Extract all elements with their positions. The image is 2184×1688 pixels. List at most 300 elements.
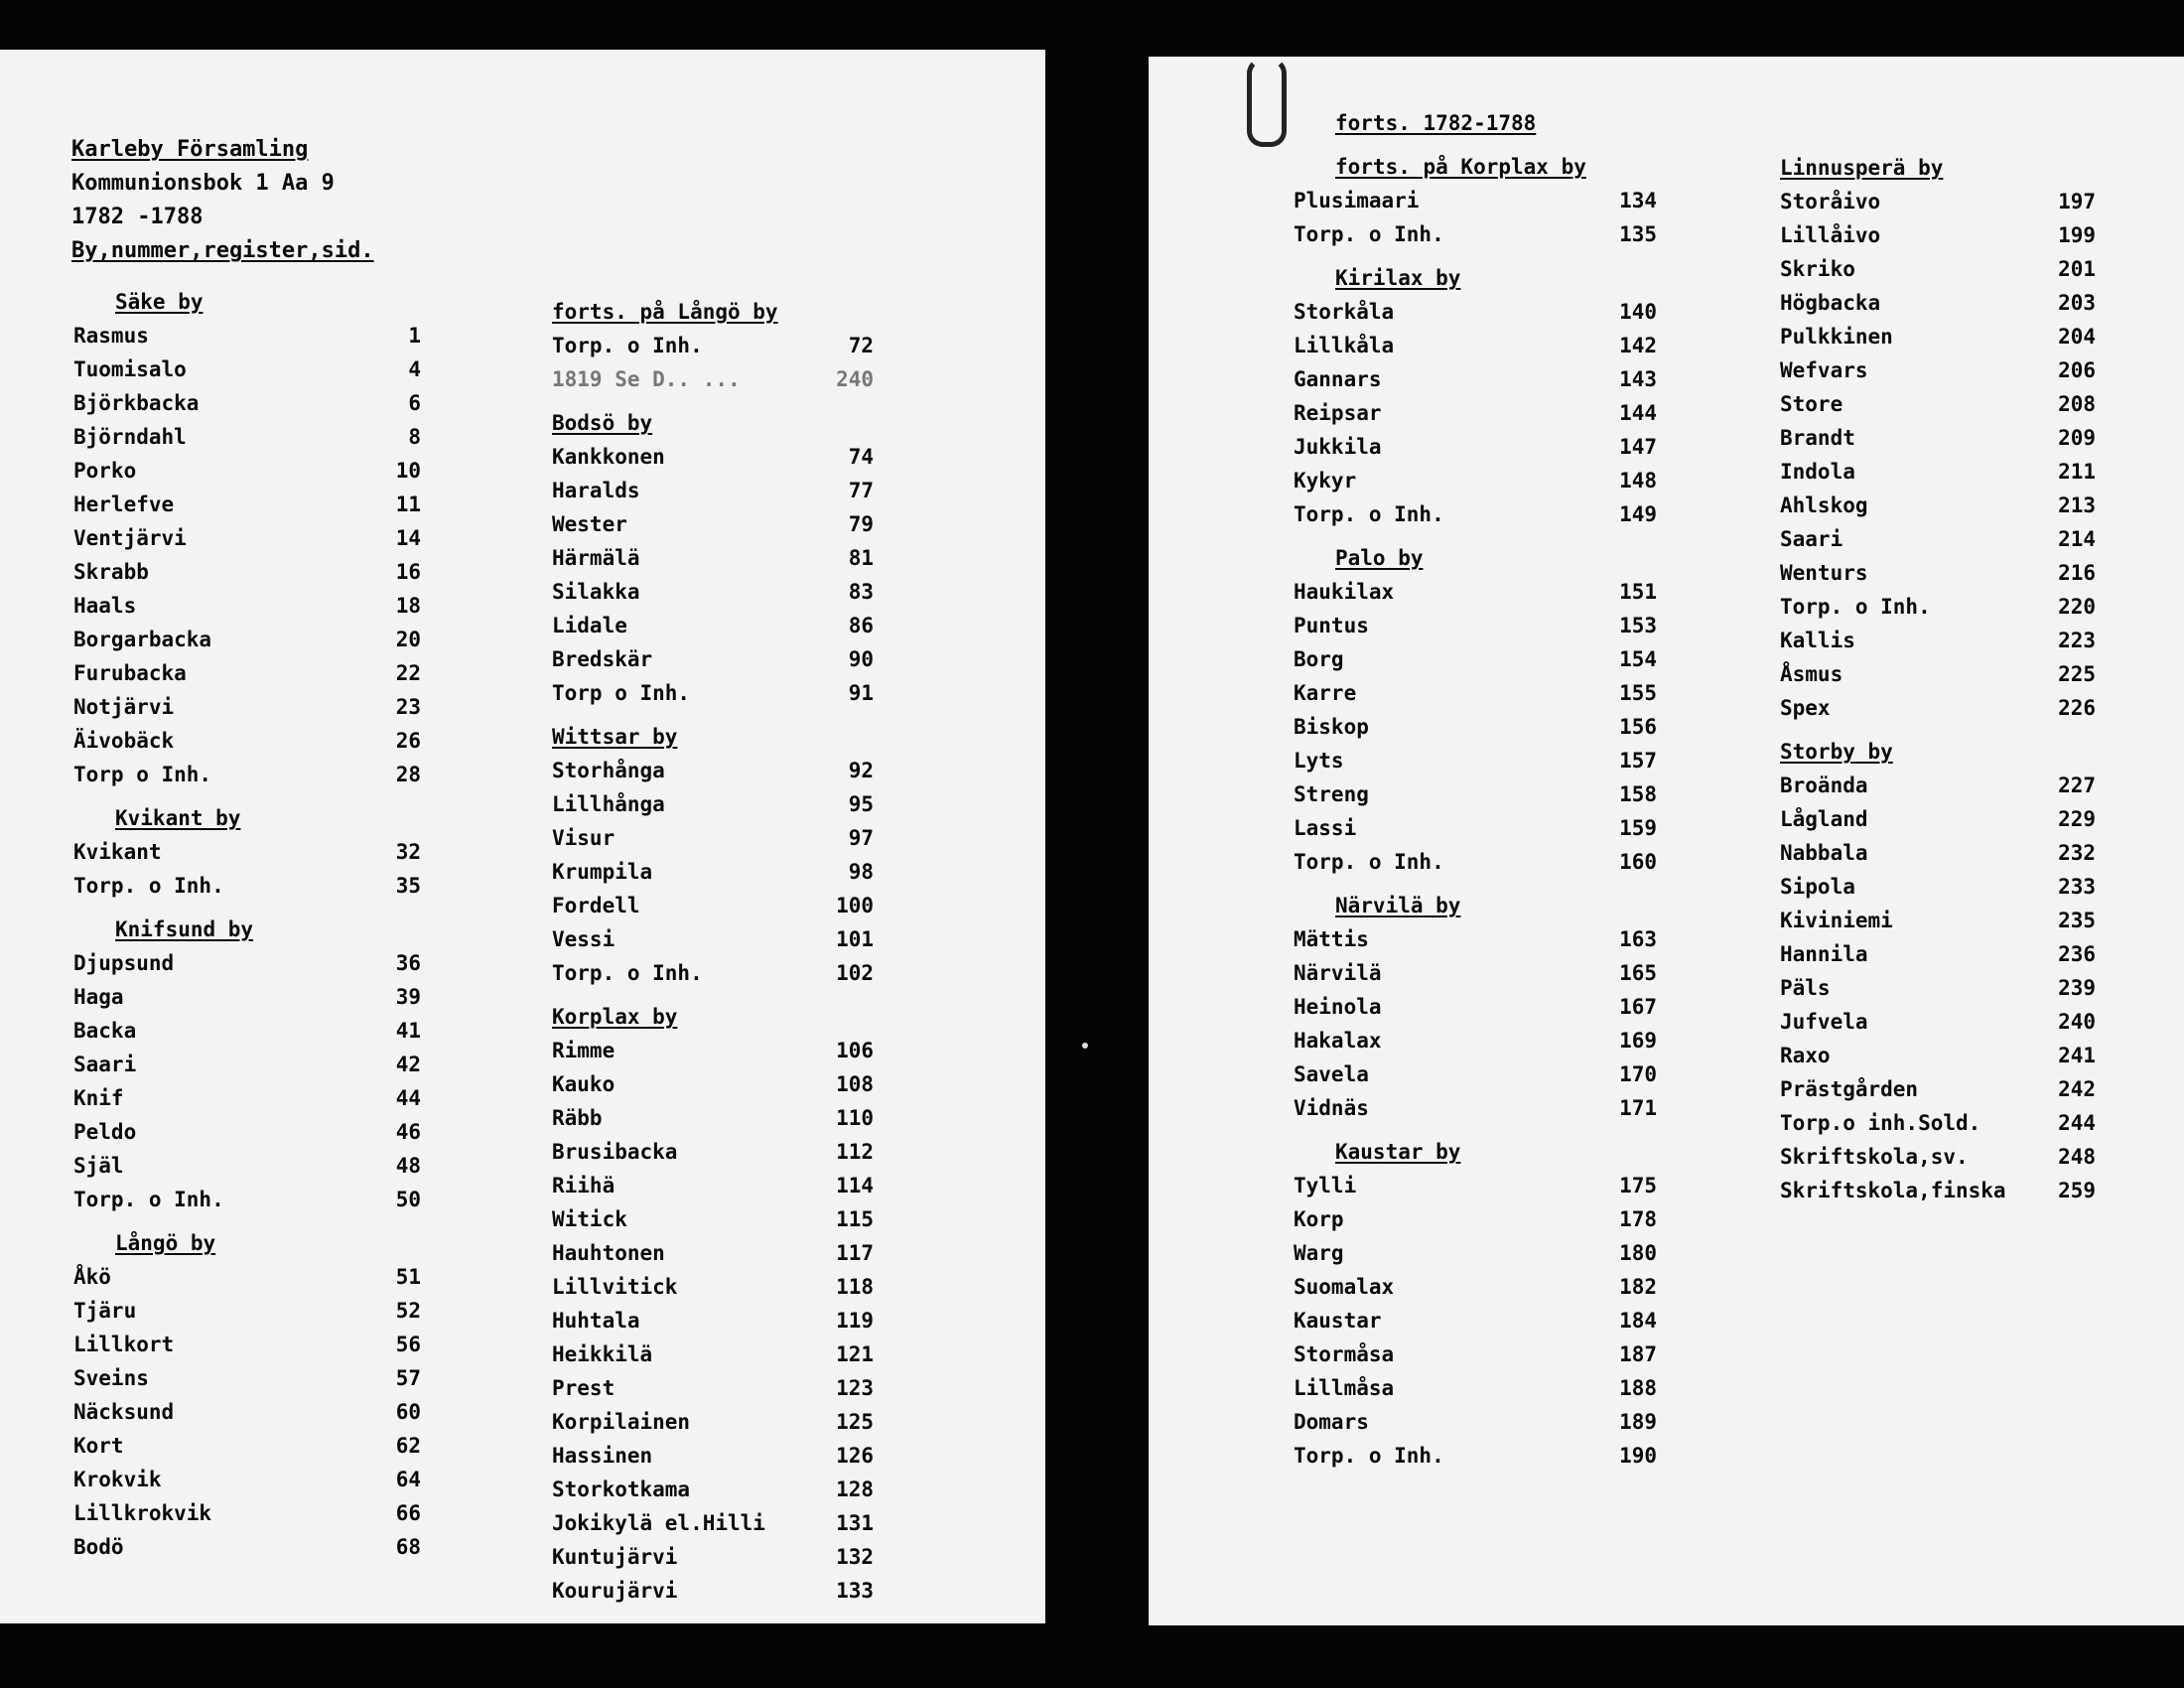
farm-name: Warg xyxy=(1294,1241,1344,1265)
farm-name: Hauhtonen xyxy=(552,1241,665,1265)
page-number: 147 xyxy=(1619,435,1657,459)
farm-name: Suomalax xyxy=(1294,1275,1395,1299)
farm-name: Spex xyxy=(1780,696,1831,720)
register-entry xyxy=(1780,696,2096,730)
farm-name: Torp. o Inh. xyxy=(1294,502,1444,526)
farm-name: Högbacka xyxy=(1780,291,1881,315)
farm-name: Bodö xyxy=(73,1535,124,1559)
farm-name: Korpilainen xyxy=(552,1410,691,1434)
register-entry xyxy=(1780,662,2096,696)
farm-name: Jokikylä el.Hilli xyxy=(552,1511,765,1535)
farm-name: Jukkila xyxy=(1294,435,1382,459)
page-number: 144 xyxy=(1619,401,1657,425)
farm-name: Backa xyxy=(73,1019,137,1043)
farm-name: Själ xyxy=(73,1154,124,1178)
page-number: 126 xyxy=(836,1444,874,1468)
farm-name: Vessi xyxy=(552,927,615,951)
register-entry xyxy=(1294,1410,1657,1444)
page-number: 188 xyxy=(1619,1376,1657,1400)
village-heading xyxy=(1294,155,1657,189)
register-entry xyxy=(1780,1077,2096,1111)
page-number: 240 xyxy=(2058,1010,2096,1034)
register-entry xyxy=(552,479,874,512)
farm-name: Skriko xyxy=(1780,257,1855,281)
register-subtitle: By,nummer,register,sid. xyxy=(71,238,374,263)
farm-name: Raxo xyxy=(1780,1044,1831,1067)
register-entry xyxy=(1294,782,1657,816)
page-number: 108 xyxy=(836,1072,874,1096)
farm-name: Torp. o Inh. xyxy=(1294,850,1444,874)
page-number: 11 xyxy=(395,492,421,516)
village-heading xyxy=(1294,894,1657,927)
register-entry xyxy=(552,1241,874,1275)
farm-name: Domars xyxy=(1294,1410,1369,1434)
page-number: 18 xyxy=(395,594,421,618)
farm-name: Kuntujärvi xyxy=(552,1545,678,1569)
farm-name: Peldo xyxy=(73,1120,137,1144)
farm-name: Borgarbacka xyxy=(73,628,212,651)
page-number: 50 xyxy=(395,1188,421,1211)
page-number: 190 xyxy=(1619,1444,1657,1468)
register-entry xyxy=(73,1154,421,1188)
page-number: 92 xyxy=(848,759,874,782)
farm-name: Skriftskola,finska xyxy=(1780,1179,2006,1202)
page-number: 117 xyxy=(836,1241,874,1265)
index-column-3 xyxy=(1294,111,1657,1477)
page-number: 187 xyxy=(1619,1342,1657,1366)
page-number: 100 xyxy=(836,894,874,917)
register-entry xyxy=(1780,325,2096,358)
register-entry xyxy=(1294,1207,1657,1241)
farm-name: Sipola xyxy=(1780,875,1855,899)
register-entry xyxy=(1780,426,2096,460)
register-entry xyxy=(1780,190,2096,223)
page-number: 244 xyxy=(2058,1111,2096,1135)
register-entry xyxy=(1294,1096,1657,1130)
register-entry xyxy=(552,1309,874,1342)
farm-name: Hassinen xyxy=(552,1444,653,1468)
farm-name: Haukilax xyxy=(1294,580,1395,604)
register-entry xyxy=(552,1140,874,1174)
farm-name: Lillhånga xyxy=(552,792,665,816)
page-number: 167 xyxy=(1619,995,1657,1019)
page-number: 225 xyxy=(2058,662,2096,686)
farm-name: Kankkonen xyxy=(552,445,665,469)
farm-name: Tylli xyxy=(1294,1174,1357,1197)
register-entry xyxy=(1294,816,1657,850)
farm-name: Haralds xyxy=(552,479,640,502)
farm-name: Torp. o Inh. xyxy=(1780,595,1931,619)
farm-name: Kauko xyxy=(552,1072,615,1096)
register-entry xyxy=(552,894,874,927)
farm-name: Lyts xyxy=(1294,749,1344,773)
page-number: 66 xyxy=(395,1501,421,1525)
page-number: 149 xyxy=(1619,502,1657,526)
page-number: 35 xyxy=(395,874,421,898)
register-entry xyxy=(73,1019,421,1053)
index-column-1 xyxy=(73,290,421,1569)
page-number: 68 xyxy=(395,1535,421,1559)
years: 1782 -1788 xyxy=(71,205,204,229)
farm-name: Torp. o Inh. xyxy=(1294,1444,1444,1468)
register-entry xyxy=(73,1400,421,1434)
farm-name: Riihä xyxy=(552,1174,615,1197)
register-entry xyxy=(1780,1145,2096,1179)
page-number: 223 xyxy=(2058,629,2096,652)
register-entry xyxy=(552,1376,874,1410)
farm-name: Lillåivo xyxy=(1780,223,1881,247)
page-number: 8 xyxy=(408,425,421,449)
register-entry xyxy=(73,1120,421,1154)
farm-name: Räbb xyxy=(552,1106,603,1130)
page-number: 204 xyxy=(2058,325,2096,349)
page-number: 46 xyxy=(395,1120,421,1144)
farm-name: Kallis xyxy=(1780,629,1855,652)
farm-name: Lillmåsa xyxy=(1294,1376,1395,1400)
page-number: 242 xyxy=(2058,1077,2096,1101)
register-entry xyxy=(1780,1010,2096,1044)
farm-name: Korp xyxy=(1294,1207,1344,1231)
page-number: 44 xyxy=(395,1086,421,1110)
farm-name: Tuomisalo xyxy=(73,357,187,381)
register-entry xyxy=(1780,909,2096,942)
register-entry xyxy=(1294,469,1657,502)
register-entry xyxy=(552,512,874,546)
register-entry xyxy=(73,1333,421,1366)
page-number: 239 xyxy=(2058,976,2096,1000)
register-entry xyxy=(73,729,421,763)
register-entry xyxy=(1780,223,2096,257)
village-name: Knifsund by xyxy=(115,917,254,941)
page-number: 23 xyxy=(395,695,421,719)
farm-name: Torp.o inh.Sold. xyxy=(1780,1111,1981,1135)
left-page xyxy=(0,50,1045,1623)
index-column-2 xyxy=(552,300,874,1613)
register-entry xyxy=(552,1511,874,1545)
farm-name: Wenturs xyxy=(1780,561,1868,585)
page-number: 125 xyxy=(836,1410,874,1434)
farm-name: Härmälä xyxy=(552,546,640,570)
farm-name: Gannars xyxy=(1294,367,1382,391)
register-entry xyxy=(1294,850,1657,884)
farm-name: Witick xyxy=(552,1207,627,1231)
register-entry xyxy=(73,840,421,874)
register-entry xyxy=(1780,291,2096,325)
page-number: 240 xyxy=(836,367,874,391)
register-entry xyxy=(73,1501,421,1535)
farm-name: Kykyr xyxy=(1294,469,1357,492)
register-entry xyxy=(552,334,874,367)
village-name: Palo by xyxy=(1335,546,1424,570)
farm-name: Rasmus xyxy=(73,324,149,348)
farm-name: Puntus xyxy=(1294,614,1369,637)
farm-name: Torp. o Inh. xyxy=(1294,222,1444,246)
farm-name: Torp. o Inh. xyxy=(552,334,703,357)
register-entry xyxy=(1780,942,2096,976)
village-name: Kvikant by xyxy=(115,806,241,830)
page-number: 159 xyxy=(1619,816,1657,840)
page-number: 14 xyxy=(395,526,421,550)
register-entry xyxy=(1294,1275,1657,1309)
page-number: 211 xyxy=(2058,460,2096,484)
farm-name: Ventjärvi xyxy=(73,526,187,550)
index-column-4 xyxy=(1780,156,2096,1212)
register-entry xyxy=(1294,1444,1657,1477)
register-entry xyxy=(552,546,874,580)
farm-name: Porko xyxy=(73,459,137,483)
village-heading xyxy=(552,411,874,445)
register-entry xyxy=(73,1188,421,1221)
register-entry xyxy=(1294,1241,1657,1275)
farm-name: Streng xyxy=(1294,782,1369,806)
farm-name: Nabbala xyxy=(1780,841,1868,865)
page-number: 140 xyxy=(1619,300,1657,324)
farm-name: Åsmus xyxy=(1780,662,1843,686)
farm-name: Lillkort xyxy=(73,1333,175,1356)
register-entry xyxy=(73,661,421,695)
farm-name: Store xyxy=(1780,392,1843,416)
farm-name: Skriftskola,sv. xyxy=(1780,1145,1969,1169)
farm-name: Torp. o Inh. xyxy=(552,961,703,985)
village-name: Kirilax by xyxy=(1335,266,1461,290)
register-entry xyxy=(1780,774,2096,807)
register-entry xyxy=(73,1535,421,1569)
register-entry xyxy=(1294,502,1657,536)
page-number: 57 xyxy=(395,1366,421,1390)
page-number: 171 xyxy=(1619,1096,1657,1120)
village-heading xyxy=(73,806,421,840)
page-number: 216 xyxy=(2058,561,2096,585)
register-entry xyxy=(1294,1376,1657,1410)
register-entry xyxy=(1780,527,2096,561)
register-entry xyxy=(1780,976,2096,1010)
register-entry xyxy=(73,1265,421,1299)
page-number: 197 xyxy=(2058,190,2096,213)
farm-name: Björkbacka xyxy=(73,391,200,415)
farm-name: Lillkrokvik xyxy=(73,1501,212,1525)
page-number: 160 xyxy=(1619,850,1657,874)
register-entry xyxy=(552,1207,874,1241)
page-number: 26 xyxy=(395,729,421,753)
page-number: 6 xyxy=(408,391,421,415)
page-number: 86 xyxy=(848,614,874,637)
farm-name: Herlefve xyxy=(73,492,175,516)
farm-name: Wefvars xyxy=(1780,358,1868,382)
farm-name: Borg xyxy=(1294,647,1344,671)
register-entry xyxy=(1294,1062,1657,1096)
village-name: Närvilä by xyxy=(1335,894,1461,917)
page-number: 134 xyxy=(1619,189,1657,212)
farm-name: Storkotkama xyxy=(552,1477,691,1501)
farm-name: Pulkkinen xyxy=(1780,325,1893,349)
page-number: 178 xyxy=(1619,1207,1657,1231)
register-entry xyxy=(73,874,421,908)
page-number: 16 xyxy=(395,560,421,584)
page-number: 208 xyxy=(2058,392,2096,416)
register-entry xyxy=(1294,1174,1657,1207)
village-heading xyxy=(1294,266,1657,300)
page-number: 203 xyxy=(2058,291,2096,315)
page-number: 48 xyxy=(395,1154,421,1178)
village-name: Storby by xyxy=(1780,740,1893,764)
village-heading xyxy=(1294,111,1657,145)
register-entry xyxy=(552,826,874,860)
register-entry xyxy=(73,1299,421,1333)
farm-name: Skrabb xyxy=(73,560,149,584)
page-number: 91 xyxy=(848,681,874,705)
register-entry xyxy=(1780,1179,2096,1212)
register-entry xyxy=(1294,401,1657,435)
register-entry xyxy=(73,1366,421,1400)
village-name: forts. 1782-1788 xyxy=(1335,111,1537,135)
page-number: 52 xyxy=(395,1299,421,1323)
farm-name: Wester xyxy=(552,512,627,536)
farm-name: Djupsund xyxy=(73,951,175,975)
register-entry xyxy=(1780,875,2096,909)
farm-name: Lidale xyxy=(552,614,627,637)
farm-name: Lillvitick xyxy=(552,1275,678,1299)
farm-name: Mättis xyxy=(1294,927,1369,951)
farm-name: Kiviniemi xyxy=(1780,909,1893,932)
page-number: 226 xyxy=(2058,696,2096,720)
register-entry xyxy=(73,459,421,492)
farm-name: Tjäru xyxy=(73,1299,137,1323)
page-number: 220 xyxy=(2058,595,2096,619)
village-heading xyxy=(1294,1140,1657,1174)
farm-name: Kaustar xyxy=(1294,1309,1382,1333)
farm-name: Torp o Inh. xyxy=(552,681,691,705)
register-entry xyxy=(1294,614,1657,647)
parish-title: Karleby Församling xyxy=(71,137,309,162)
village-heading xyxy=(1780,156,2096,190)
register-entry xyxy=(1294,961,1657,995)
farm-name: Vidnäs xyxy=(1294,1096,1369,1120)
register-entry xyxy=(552,681,874,715)
village-heading xyxy=(73,290,421,324)
farm-name: Hannila xyxy=(1780,942,1868,966)
register-entry xyxy=(73,391,421,425)
page-number: 97 xyxy=(848,826,874,850)
register-entry xyxy=(1780,629,2096,662)
page-number: 101 xyxy=(836,927,874,951)
register-entry xyxy=(552,1342,874,1376)
register-entry xyxy=(73,985,421,1019)
farm-name: Åkö xyxy=(73,1265,111,1289)
register-entry xyxy=(552,860,874,894)
farm-name: Kvikant xyxy=(73,840,162,864)
page-number: 248 xyxy=(2058,1145,2096,1169)
page-number: 184 xyxy=(1619,1309,1657,1333)
register-entry xyxy=(1780,493,2096,527)
page-number: 10 xyxy=(395,459,421,483)
page-number: 142 xyxy=(1619,334,1657,357)
register-entry xyxy=(552,961,874,995)
farm-name: Torp o Inh. xyxy=(73,763,212,786)
farm-name: Plusimaari xyxy=(1294,189,1420,212)
village-heading xyxy=(73,1231,421,1265)
register-entry xyxy=(552,759,874,792)
farm-name: Storhånga xyxy=(552,759,665,782)
page-number: 158 xyxy=(1619,782,1657,806)
farm-name: Kort xyxy=(73,1434,124,1458)
farm-name: Prest xyxy=(552,1376,615,1400)
page-number: 232 xyxy=(2058,841,2096,865)
register-entry xyxy=(552,792,874,826)
farm-name: Sveins xyxy=(73,1366,149,1390)
farm-name: Saari xyxy=(73,1053,137,1076)
village-name: forts. på Korplax by xyxy=(1335,155,1586,179)
page-number: 229 xyxy=(2058,807,2096,831)
film-speck xyxy=(1082,1043,1088,1049)
page-number: 180 xyxy=(1619,1241,1657,1265)
page-number: 95 xyxy=(848,792,874,816)
farm-name: Kourujärvi xyxy=(552,1579,678,1603)
farm-name: Broända xyxy=(1780,774,1868,797)
village-name: forts. på Långö by xyxy=(552,300,778,324)
page-number: 128 xyxy=(836,1477,874,1501)
register-entry xyxy=(552,1545,874,1579)
page-number: 135 xyxy=(1619,222,1657,246)
page-number: 41 xyxy=(395,1019,421,1043)
register-entry xyxy=(1294,300,1657,334)
page-number: 114 xyxy=(836,1174,874,1197)
page-number: 102 xyxy=(836,961,874,985)
register-entry xyxy=(552,1410,874,1444)
register-entry xyxy=(73,594,421,628)
page-number: 106 xyxy=(836,1039,874,1062)
register-entry xyxy=(1294,222,1657,256)
village-heading xyxy=(73,917,421,951)
village-name: Kaustar by xyxy=(1335,1140,1461,1164)
page-number: 81 xyxy=(848,546,874,570)
farm-name: Ahlskog xyxy=(1780,493,1868,517)
page-number: 165 xyxy=(1619,961,1657,985)
page-number: 121 xyxy=(836,1342,874,1366)
page-number: 259 xyxy=(2058,1179,2096,1202)
page-number: 20 xyxy=(395,628,421,651)
register-entry xyxy=(552,614,874,647)
page-number: 74 xyxy=(848,445,874,469)
village-name: Wittsar by xyxy=(552,725,678,749)
farm-name: Huhtala xyxy=(552,1309,640,1333)
page-number: 189 xyxy=(1619,1410,1657,1434)
page-number: 90 xyxy=(848,647,874,671)
farm-name: Knif xyxy=(73,1086,124,1110)
register-entry xyxy=(73,1434,421,1468)
register-entry xyxy=(73,695,421,729)
farm-name: Heinola xyxy=(1294,995,1382,1019)
page-number: 206 xyxy=(2058,358,2096,382)
farm-name: Stormåsa xyxy=(1294,1342,1395,1366)
register-entry xyxy=(552,1072,874,1106)
farm-name: Torp. o Inh. xyxy=(73,874,224,898)
page-number: 156 xyxy=(1619,715,1657,739)
farm-name: Indola xyxy=(1780,460,1855,484)
register-entry xyxy=(1294,435,1657,469)
farm-name: Fordell xyxy=(552,894,640,917)
register-entry xyxy=(1294,647,1657,681)
page-number: 227 xyxy=(2058,774,2096,797)
farm-name: Visur xyxy=(552,826,615,850)
page-number: 169 xyxy=(1619,1029,1657,1053)
page-number: 182 xyxy=(1619,1275,1657,1299)
register-entry xyxy=(73,324,421,357)
village-heading xyxy=(552,725,874,759)
page-number: 64 xyxy=(395,1468,421,1491)
page-number: 60 xyxy=(395,1400,421,1424)
register-entry xyxy=(552,1039,874,1072)
village-heading xyxy=(1780,740,2096,774)
